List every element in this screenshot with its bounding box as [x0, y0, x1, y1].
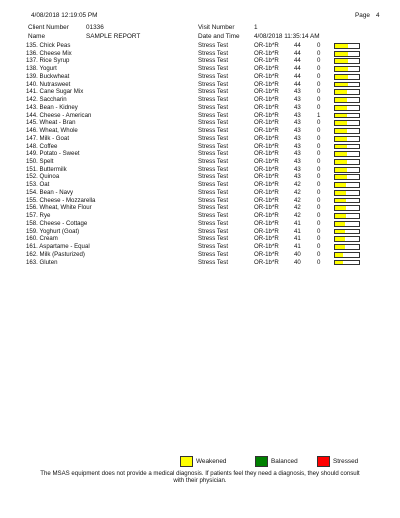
row-test-type: Stress Test [198, 134, 229, 142]
row-label: 140. Nutrasweet [26, 80, 71, 88]
row-value: 44 [294, 42, 301, 49]
row-value: 41 [294, 227, 301, 235]
row-level-bar-fill [335, 83, 348, 87]
row-level-bar [334, 159, 360, 165]
row-label: 158. Cheese - Cottage [26, 219, 88, 227]
row-label: 135. Chick Peas [26, 42, 71, 49]
row-level: 1 [317, 111, 321, 119]
row-value: 42 [294, 196, 301, 204]
row-label: 157. Rye [26, 212, 51, 220]
row-value: 43 [294, 173, 301, 181]
result-row [0, 57, 400, 65]
row-level: 0 [317, 196, 321, 204]
row-level-bar [334, 105, 360, 111]
row-level-bar-fill [335, 121, 347, 125]
row-level: 0 [317, 65, 321, 73]
row-code: OR-1b*R [254, 158, 279, 166]
client-name: SAMPLE REPORT [86, 33, 141, 40]
row-level-bar [334, 213, 360, 219]
row-value: 43 [294, 127, 301, 135]
row-level-bar-fill [335, 59, 348, 63]
row-code: OR-1b*R [254, 150, 279, 158]
row-test-type: Stress Test [198, 212, 229, 220]
stressed-legend-swatch [317, 456, 330, 467]
row-test-type: Stress Test [198, 42, 229, 49]
row-code: OR-1b*R [254, 42, 279, 49]
row-value: 44 [294, 80, 301, 88]
row-level: 0 [317, 181, 321, 189]
row-level-bar [334, 89, 360, 95]
row-code: OR-1b*R [254, 258, 279, 266]
row-level-bar-fill [335, 160, 347, 164]
row-test-type: Stress Test [198, 227, 229, 235]
row-value: 44 [294, 57, 301, 65]
row-code: OR-1b*R [254, 188, 279, 196]
row-level-bar [334, 151, 360, 157]
row-level-bar-fill [335, 129, 347, 133]
row-label: 151. Buttermilk [26, 165, 67, 173]
result-row [0, 251, 400, 259]
row-test-type: Stress Test [198, 173, 229, 181]
row-test-type: Stress Test [198, 258, 229, 266]
row-level: 0 [317, 96, 321, 104]
row-test-type: Stress Test [198, 65, 229, 73]
result-row [0, 235, 400, 243]
row-label: 152. Quinoa [26, 173, 60, 181]
row-value: 40 [294, 250, 301, 258]
row-label: 163. Gluten [26, 258, 58, 266]
row-level-bar-fill [335, 67, 348, 71]
row-value: 43 [294, 158, 301, 166]
row-level: 0 [317, 173, 321, 181]
balanced-legend-swatch [255, 456, 268, 467]
row-level: 0 [317, 165, 321, 173]
row-level-bar-fill [335, 253, 343, 257]
row-level-bar [334, 82, 360, 88]
row-code: OR-1b*R [254, 119, 279, 127]
row-level-bar-fill [335, 152, 347, 156]
row-test-type: Stress Test [198, 96, 229, 104]
row-test-type: Stress Test [198, 235, 229, 243]
row-level-bar [334, 244, 360, 250]
row-test-type: Stress Test [198, 127, 229, 135]
row-value: 43 [294, 111, 301, 119]
row-label: 148. Coffee [26, 142, 58, 150]
row-level: 0 [317, 134, 321, 142]
row-code: OR-1b*R [254, 227, 279, 235]
row-value: 43 [294, 119, 301, 127]
name-label: Name [28, 33, 46, 40]
row-label: 162. Milk (Pasturized) [26, 250, 85, 258]
result-row [0, 143, 400, 151]
row-code: OR-1b*R [254, 196, 279, 204]
row-level: 0 [317, 150, 321, 158]
page-number: 4 [376, 12, 380, 19]
row-value: 43 [294, 103, 301, 111]
date-time: 4/08/2018 11:35:14 AM [254, 33, 320, 40]
row-level-bar-fill [335, 237, 345, 241]
row-test-type: Stress Test [198, 188, 229, 196]
row-label: 159. Yoghurt (Goat) [26, 227, 80, 235]
result-row [0, 204, 400, 212]
row-code: OR-1b*R [254, 80, 279, 88]
row-code: OR-1b*R [254, 243, 279, 251]
row-value: 42 [294, 204, 301, 212]
result-row [0, 127, 400, 135]
row-level: 0 [317, 103, 321, 111]
results-list [0, 42, 400, 266]
row-level-bar [334, 260, 360, 266]
row-test-type: Stress Test [198, 72, 229, 80]
row-code: OR-1b*R [254, 127, 279, 135]
row-code: OR-1b*R [254, 204, 279, 212]
row-level-bar [334, 182, 360, 188]
page-label: Page [355, 12, 370, 19]
weakened-legend-label: Weakened [196, 458, 227, 465]
row-code: OR-1b*R [254, 250, 279, 258]
row-level: 0 [317, 227, 321, 235]
row-label: 137. Rice Syrup [26, 57, 70, 65]
row-level: 0 [317, 250, 321, 258]
result-row [0, 243, 400, 251]
row-value: 42 [294, 212, 301, 220]
row-level-bar [334, 51, 360, 57]
row-level-bar-fill [335, 214, 346, 218]
row-level: 0 [317, 219, 321, 227]
result-row [0, 119, 400, 127]
row-test-type: Stress Test [198, 119, 229, 127]
row-test-type: Stress Test [198, 196, 229, 204]
row-code: OR-1b*R [254, 103, 279, 111]
row-level: 0 [317, 158, 321, 166]
row-code: OR-1b*R [254, 142, 279, 150]
row-label: 143. Bean - Kidney [26, 103, 78, 111]
row-level: 0 [317, 188, 321, 196]
row-label: 141. Cane Sugar Mix [26, 88, 84, 96]
row-label: 150. Spelt [26, 158, 54, 166]
row-level: 0 [317, 258, 321, 266]
row-test-type: Stress Test [198, 111, 229, 119]
row-value: 42 [294, 181, 301, 189]
result-row [0, 104, 400, 112]
row-label: 139. Buckwheat [26, 72, 70, 80]
row-test-type: Stress Test [198, 165, 229, 173]
row-test-type: Stress Test [198, 204, 229, 212]
row-level-bar [334, 190, 360, 196]
result-row [0, 166, 400, 174]
row-level-bar-fill [335, 191, 346, 195]
row-level-bar [334, 198, 360, 204]
row-level-bar [334, 144, 360, 150]
result-row [0, 96, 400, 104]
row-value: 44 [294, 65, 301, 73]
row-label: 161. Aspartame - Equal [26, 243, 90, 251]
row-value: 43 [294, 142, 301, 150]
row-level: 0 [317, 42, 321, 49]
row-level-bar-fill [335, 245, 345, 249]
row-level: 0 [317, 142, 321, 150]
row-code: OR-1b*R [254, 134, 279, 142]
result-row [0, 259, 400, 267]
client-number: 01336 [86, 24, 104, 31]
row-code: OR-1b*R [254, 49, 279, 57]
row-label: 149. Potato - Sweet [26, 150, 80, 158]
row-level: 0 [317, 127, 321, 135]
row-level: 0 [317, 49, 321, 57]
row-test-type: Stress Test [198, 150, 229, 158]
row-level-bar [334, 43, 360, 49]
row-label: 144. Cheese - American [26, 111, 92, 119]
row-label: 146. Wheat, Whole [26, 127, 78, 135]
row-value: 43 [294, 134, 301, 142]
result-row [0, 181, 400, 189]
result-row [0, 150, 400, 158]
row-test-type: Stress Test [198, 250, 229, 258]
row-level-bar-fill [335, 98, 347, 102]
row-value: 43 [294, 150, 301, 158]
row-code: OR-1b*R [254, 96, 279, 104]
row-level-bar-fill [335, 175, 347, 179]
row-value: 40 [294, 258, 301, 266]
row-label: 154. Bean - Navy [26, 188, 74, 196]
row-value: 43 [294, 96, 301, 104]
row-level-bar [334, 136, 360, 142]
row-label: 153. Oat [26, 181, 50, 189]
result-row [0, 88, 400, 96]
row-label: 138. Yogurt [26, 65, 57, 73]
row-level-bar [334, 174, 360, 180]
stressed-legend-label: Stressed [333, 458, 359, 465]
result-row [0, 42, 400, 50]
row-level: 0 [317, 243, 321, 251]
row-test-type: Stress Test [198, 243, 229, 251]
row-test-type: Stress Test [198, 142, 229, 150]
row-level-bar-fill [335, 183, 346, 187]
result-row [0, 212, 400, 220]
row-level-bar [334, 252, 360, 258]
row-value: 44 [294, 49, 301, 57]
weakened-legend-swatch [180, 456, 193, 467]
row-code: OR-1b*R [254, 165, 279, 173]
row-label: 145. Wheat - Bran [26, 119, 76, 127]
result-row [0, 73, 400, 81]
row-code: OR-1b*R [254, 57, 279, 65]
result-row [0, 173, 400, 181]
row-level-bar [334, 97, 360, 103]
row-code: OR-1b*R [254, 181, 279, 189]
row-label: 142. Saccharin [26, 96, 67, 104]
row-level-bar [334, 113, 360, 119]
row-level-bar-fill [335, 199, 346, 203]
row-label: 136. Cheese Mix [26, 49, 72, 57]
row-level: 0 [317, 57, 321, 65]
row-level-bar-fill [335, 168, 347, 172]
result-row [0, 65, 400, 73]
row-test-type: Stress Test [198, 103, 229, 111]
row-code: OR-1b*R [254, 88, 279, 96]
row-value: 42 [294, 188, 301, 196]
row-level-bar-fill [335, 44, 348, 48]
row-code: OR-1b*R [254, 111, 279, 119]
row-level-bar [334, 229, 360, 235]
row-level-bar [334, 120, 360, 126]
row-code: OR-1b*R [254, 72, 279, 80]
medical-disclaimer: The MSAS equipment does not provide a medical diagnosis. If patients feel they need a diagnosis, they should consult with their physician. [40, 470, 360, 485]
row-value: 41 [294, 219, 301, 227]
result-row [0, 112, 400, 120]
visit-number-label: Visit Number [198, 24, 235, 31]
row-code: OR-1b*R [254, 65, 279, 73]
row-level: 0 [317, 212, 321, 220]
row-value: 41 [294, 235, 301, 243]
row-value: 41 [294, 243, 301, 251]
row-level-bar-fill [335, 90, 347, 94]
row-level-bar-fill [335, 137, 347, 141]
client-number-label: Client Number [28, 24, 69, 31]
row-level-bar-fill [335, 222, 345, 226]
row-level-bar-fill [335, 230, 345, 234]
row-value: 43 [294, 165, 301, 173]
row-code: OR-1b*R [254, 173, 279, 181]
row-level-bar [334, 74, 360, 80]
result-row [0, 189, 400, 197]
row-code: OR-1b*R [254, 212, 279, 220]
report-timestamp: 4/08/2018 12:19:05 PM [31, 12, 98, 19]
row-level-bar-fill [335, 145, 347, 149]
result-row [0, 220, 400, 228]
row-level: 0 [317, 235, 321, 243]
row-level-bar [334, 205, 360, 211]
row-value: 43 [294, 88, 301, 96]
row-value: 44 [294, 72, 301, 80]
row-test-type: Stress Test [198, 88, 229, 96]
result-row [0, 228, 400, 236]
result-row [0, 135, 400, 143]
row-level-bar [334, 66, 360, 72]
row-test-type: Stress Test [198, 57, 229, 65]
balanced-legend-label: Balanced [271, 458, 298, 465]
row-test-type: Stress Test [198, 181, 229, 189]
row-level-bar [334, 167, 360, 173]
row-test-type: Stress Test [198, 158, 229, 166]
visit-number: 1 [254, 24, 258, 31]
row-label: 155. Cheese - Mozzarella [26, 196, 96, 204]
row-label: 147. Milk - Goat [26, 134, 70, 142]
row-level-bar-fill [335, 106, 347, 110]
date-time-label: Date and Time [198, 33, 240, 40]
row-level-bar-fill [335, 261, 343, 265]
row-test-type: Stress Test [198, 49, 229, 57]
row-level: 0 [317, 88, 321, 96]
row-level: 0 [317, 80, 321, 88]
row-level-bar-fill [335, 114, 347, 118]
row-test-type: Stress Test [198, 219, 229, 227]
row-level-bar-fill [335, 206, 346, 210]
result-row [0, 158, 400, 166]
row-level-bar-fill [335, 52, 348, 56]
row-level: 0 [317, 72, 321, 80]
row-code: OR-1b*R [254, 235, 279, 243]
row-level: 0 [317, 119, 321, 127]
result-row [0, 81, 400, 89]
row-code: OR-1b*R [254, 219, 279, 227]
result-row [0, 50, 400, 58]
row-level: 0 [317, 204, 321, 212]
row-level-bar [334, 58, 360, 64]
row-level-bar [334, 128, 360, 134]
row-level-bar [334, 221, 360, 227]
row-label: 160. Cream [26, 235, 58, 243]
row-level-bar-fill [335, 75, 348, 79]
row-test-type: Stress Test [198, 80, 229, 88]
row-label: 156. Wheat, White Flour [26, 204, 92, 212]
result-row [0, 197, 400, 205]
row-level-bar [334, 236, 360, 242]
